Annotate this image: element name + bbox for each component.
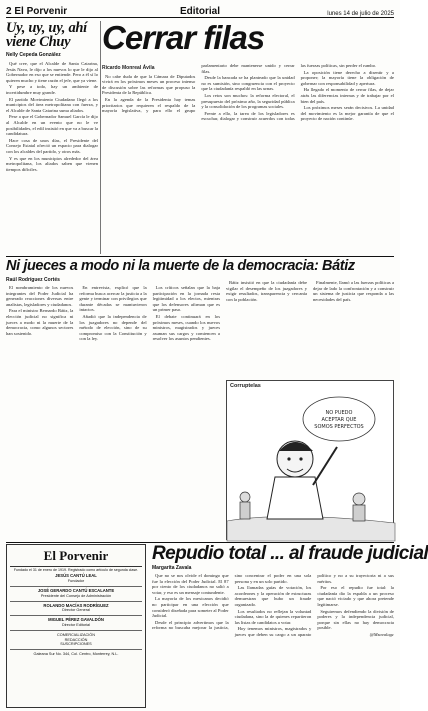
credit-separator [10, 586, 142, 587]
bottom-story-author: Margarita Zavala [152, 565, 192, 571]
paragraph: El partido Movimiento Ciudadano llegó a los municipios del área metropolitana con fuerza, y el Alcalde de Santa Catarina suma aliados. [6, 96, 98, 113]
bottom-story-title: Repudio total ... al fraude judicial [152, 543, 428, 564]
middle-story-title: Ni jueces a modo ni la muerte de la democracia: Bátiz [6, 258, 355, 274]
section-title: Editorial [179, 6, 220, 17]
paragraph: Seguiremos defendiendo la división de poderes y la independencia judicial, porque sin ellas no hay democracia posible. [317, 608, 394, 631]
paragraph: Los retos son muchos: la reforma electoral, el presupuesto del próximo año, la seguridad pública y la consolidación de los programas sociales. [201, 92, 295, 110]
paragraph: Y es que en los municipios alrededor del área metropolitana, los aliados saben que vienen tiempos difíciles. [6, 155, 98, 172]
small-figure-head [353, 493, 365, 505]
paragraph: Los próximos meses serán decisivos. La unidad del movimiento es la mejor garantía de que el proyecto de nación continúe. [300, 105, 394, 122]
editorial-title: Cerrar filas [102, 19, 265, 56]
credit-role: Director General [62, 608, 90, 613]
paragraph: Por eso el repudio fue total: la ciudadanía dio la espalda a un proceso que nació viciado y que ahora pretende legitimarse. [317, 585, 394, 607]
credits-address: Galeana Sur No. 344, Col. Centro, Monterrey, N.L. [33, 652, 119, 657]
newspaper-credits-box [6, 544, 146, 708]
credits-subtitle: Fundado el 31 de enero de 1919. Registrado como artículo de segunda clase. [13, 568, 139, 572]
credits-logo: El Porvenir [10, 548, 142, 567]
credit-role: Presidente del Consejo de Administración [40, 593, 112, 598]
character-eye-left [287, 457, 290, 460]
paragraph: Finalmente, llamó a las fuerzas políticas a dejar de lado la confrontación y a construir un sistema de justicia que responda a las necesidades del país. [313, 280, 394, 302]
paragraph: Para el ministro Bernardo Bátiz, la elección judicial no significa ni jueces a modo ni la muerte de la democracia, como algunos sectores han sostenido. [6, 308, 74, 336]
bottom-story-body [152, 573, 394, 708]
cartoon-label: Corruptelas [230, 383, 261, 389]
paragraph: Que no se nos olvide el domingo que fue la elección del Poder Judicial. El 87 por ciento de los ciudadanos no salió a votar, y eso es un mensaje contundente. [152, 573, 229, 595]
paragraph: Ha llegado el momento de cerrar filas, de dejar atrás las diferencias internas y de trabajar por el bien del país. [300, 87, 394, 104]
credit-department: SUSCRIPCIONES [60, 642, 92, 647]
page-header [6, 4, 394, 18]
paragraph: Bátiz insistió en que la ciudadanía debe vigilar el desempeño de los juzgadores y exigir resultados, transparencia y cercanía con la población. [226, 280, 307, 302]
paragraph: Desde la bancada se ha planteado que la unidad no es sumisión, sino congruencia con el proyecto que la ciudadanía respaldó en las urnas. [201, 75, 295, 92]
paragraph: Hace cosa de unos días, el Presidente del Consejo Estatal ofreció un espacio para dialogar con los alcaldes del partido, y otros más. [6, 137, 98, 154]
paragraph: La oposición tiene derecho a disentir y a proponer; la mayoría tiene la obligación de gobernar con responsabilidad y apertura. [300, 69, 394, 86]
sign-text-line-1: NO PUEDO [325, 410, 353, 416]
paragraph: Desde el principio advertimos que la reforma no buscaba mejorar la justicia, sino concentrar el poder en una sola persona y en un solo partido. [152, 573, 312, 631]
middle-story-author: Raúl Rodríguez Cortés [6, 277, 60, 283]
sign-text-line-3: SOMOS PERFECTOS [314, 424, 364, 430]
page-number: 2 [6, 6, 12, 17]
credit-role: Director Editorial [61, 622, 91, 627]
credit-department: REDACCIÓN [64, 637, 88, 642]
middle-story-body [6, 285, 220, 481]
issue-date: lunes 14 de julio de 2025 [327, 11, 394, 17]
paragraph: Frente a ello, la tarea de los legisladores es escuchar, dialogar y construir acuerdos con todas las fuerzas políticas, sin perder el rumbo. [201, 63, 377, 122]
paragraph: El nombramiento de los nuevos integrantes del Poder Judicial ha generado reacciones diversas entre analistas, legisladores y ciudadanos. [6, 285, 74, 307]
paragraph: No cabe duda de que la Cámara de Diputados vivirá en los próximos meses un proceso intenso de discusión sobre las reformas que propuso la Presidenta de la República. [102, 73, 196, 96]
small-figure-head [240, 492, 250, 502]
sign-text-line-2: ACEPTAR QUE [321, 417, 357, 423]
paragraph: En la agenda de la Presidenta hay temas prioritarios que requieren el respaldo de la mayoría legislativa, y para ello el grupo parlamentario debe mantenerse unido y cerrar filas. [102, 63, 295, 114]
author-signoff: @Mzavalagc [369, 631, 394, 637]
small-figure-body [353, 505, 365, 521]
cartoon-drawing [227, 381, 395, 541]
paragraph: Y pese a todo, hay un ambiente de incertidumbre muy grande. [6, 84, 98, 95]
credit-separator [10, 615, 142, 616]
credit-separator [10, 649, 142, 650]
paragraph: Los críticos señalan que la baja participación en la jornada resta legitimidad a los electos, mientras que los defensores afirman que es un primer paso. [152, 285, 220, 313]
paragraph: Hoy tenemos ministros, magistrados y jueces que deben su cargo a un aparato político y no a su trayectoria ni a sus méritos. [234, 573, 394, 637]
left-column [6, 21, 98, 254]
credit-department: COMERCIALIZACIÓN [57, 632, 95, 637]
credit-separator [10, 630, 142, 631]
paragraph: Añadió que la independencia de los juzgadores no depende del método de elección, sino de su compromiso con la Constitución y con la ley. [79, 313, 147, 342]
credit-name: JESÚS CANTÚ LEAL [55, 573, 97, 579]
editorial-author: Ricardo Monreal Ávila [102, 65, 155, 71]
paragraph: Qué cree, que el Alcalde de Santa Catarina, Jesús Nava, le dijo a los nuevos lo que le dijo al Gobernador en eso que se entiende. Pero a él sí lo quieren mucho y tiene razón el jefe, que ya viene. [6, 61, 98, 83]
column-divider [100, 21, 101, 254]
paragraph: En entrevista, explicó que la reforma busca acercar la justicia a la gente y terminar con privilegios que durante décadas se mantuvieron intactos. [79, 285, 147, 313]
credit-name: JOSÉ GERARDO CANTÚ ESCALANTE [37, 588, 115, 593]
credit-name: MIGUEL PÉREZ GAVALDÓN [48, 617, 104, 623]
character-arm [313, 447, 337, 485]
middle-story-body-continued [226, 280, 394, 376]
paragraph: Los resultados no reflejan la voluntad ciudadana, sino la de quienes repartieron las listas de candidatos a votar. [234, 608, 312, 625]
left-column-body [6, 61, 98, 172]
credit-name: ROLANDO MACÍAS RODRÍGUEZ [43, 602, 109, 608]
section-divider [6, 256, 394, 257]
left-column-author: Nelly Cepeda González [6, 52, 61, 58]
editorial-cartoon [226, 380, 394, 540]
paragraph: La mayoría de los mexicanos decidió no participar en una elección que consideró diseñada para someter al Poder Judicial. [152, 596, 229, 619]
character-eye-right [299, 457, 302, 460]
paragraph: Pese a que el Gobernador Samuel García le dijo al Alcalde en un evento que no le ve posibilidades, el edil insistió en que va a buscar la candidatura. [6, 114, 98, 137]
paragraph: Las llamadas guías de votación, los acordeones y la operación de estructuras demuestran que hubo un fraude organizado. [234, 585, 312, 607]
editorial-body [102, 63, 394, 254]
left-column-title: Uy, uy, uy, ahí viene Chuy [6, 20, 87, 50]
small-figure-body [240, 502, 250, 519]
ground-shape [227, 516, 395, 541]
credit-separator [10, 601, 142, 602]
paragraph: El debate continuará en los próximos meses, cuando los nuevos ministros, magistrados y jueces asuman sus cargos y comiencen a resolver los asuntos pendientes. [152, 313, 220, 342]
paper-name: El Porvenir [14, 6, 68, 17]
credit-role: Fundador [67, 579, 85, 584]
editorial-article [102, 21, 394, 254]
